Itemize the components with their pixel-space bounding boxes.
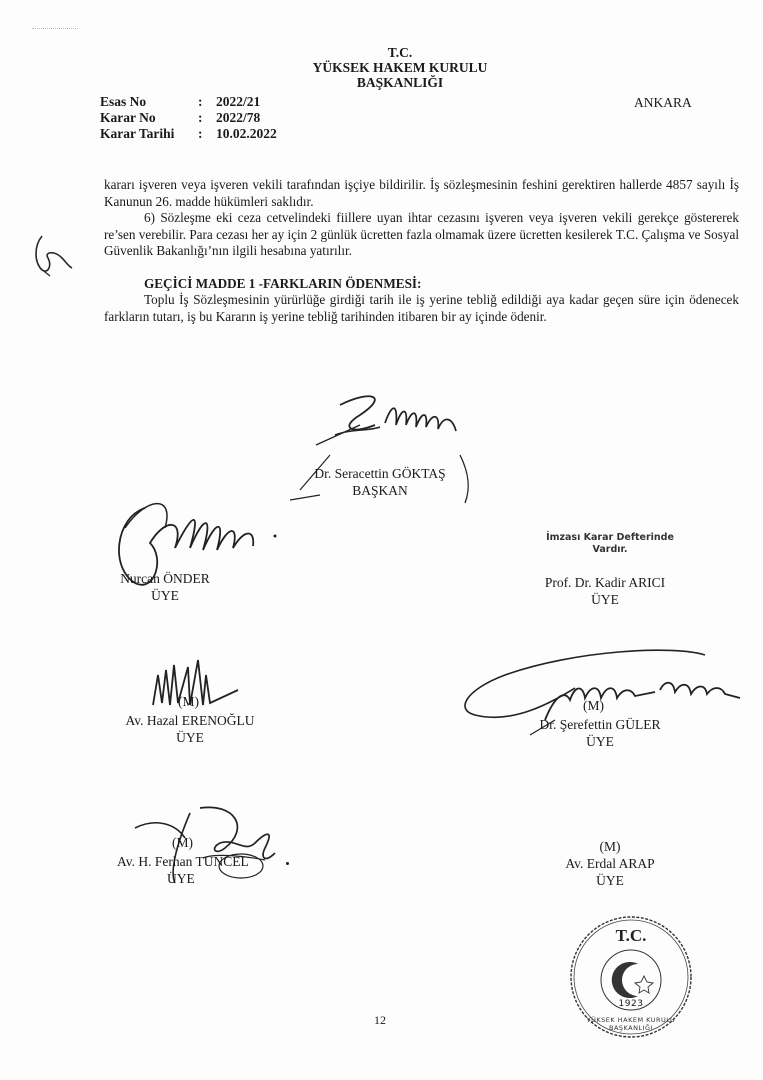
president-role: BAŞKAN <box>352 483 408 498</box>
section-title: GEÇİCİ MADDE 1 -FARKLARIN ÖDENMESİ: <box>144 275 422 291</box>
member-6-role: ÜYE <box>596 873 624 888</box>
meta-tarih-row <box>100 126 277 142</box>
meta-tarih-value: 10.02.2022 <box>216 126 277 141</box>
member-2-block <box>520 574 690 608</box>
meta-karar-row <box>100 110 277 126</box>
president-block <box>290 465 470 499</box>
meta-sep: : <box>198 94 203 109</box>
paragraph-3: Toplu İş Sözleşmesinin yürürlüğe girdiği tarih ile iş yerine tebliğ edildiği aya kadar geçen süre için ödenecek farkların tutarı, iş bu Kararın iş yerine tebliğ tarihinden itibaren bir ay içinde ödenir. <box>104 292 739 324</box>
official-seal <box>566 912 696 1042</box>
margin-initial-mark <box>28 228 78 278</box>
member-1-name: Nurcan ÖNDER <box>120 571 210 586</box>
meta-sep: : <box>198 110 203 125</box>
scan-mark <box>32 28 78 31</box>
member-3-block <box>110 712 270 746</box>
meta-esas-row <box>100 94 277 110</box>
member-2-name: Prof. Dr. Kadir ARICI <box>544 575 666 590</box>
president-name: Dr. Seracettin GÖKTAŞ <box>314 466 446 481</box>
member-2-role: ÜYE <box>591 592 619 607</box>
meta-tarih-label: Karar Tarihi <box>100 126 175 141</box>
meta-sep: : <box>198 126 203 141</box>
meta-karar-label: Karar No <box>100 110 156 125</box>
member-1-block <box>100 570 230 604</box>
seal-center-text: T.C. <box>615 926 647 945</box>
header-presidency: BAŞKANLIĞI <box>356 75 444 90</box>
header-city: ANKARA <box>634 95 692 110</box>
seal-ring-text: YÜKSEK HAKEM KURULU BAŞKANLIĞI <box>586 1016 676 1032</box>
meta-esas-value: 2022/21 <box>216 94 261 109</box>
member-5-name: Av. H. Ferhan TUNCEL <box>117 854 249 869</box>
member-5-block <box>117 853 297 887</box>
member-6-name: Av. Erdal ARAP <box>565 856 655 871</box>
header-institution: YÜKSEK HAKEM KURULU <box>312 60 488 75</box>
body-text <box>104 177 739 325</box>
paragraph-1: kararı işveren veya işveren vekili tarafından işçiye bildirilir. İş sözleşmesinin feshini gerektiren hallerde 4857 sayılı İş Kanunun 26. madde hükümleri saklıdır. <box>104 177 739 209</box>
seal-year: 1923 <box>618 999 644 1009</box>
member-6-mark: (M) <box>599 839 621 854</box>
meta-esas-label: Esas No <box>100 94 147 109</box>
member-3-role: ÜYE <box>176 730 204 745</box>
header-block <box>230 45 570 90</box>
member-6-block <box>535 838 685 889</box>
member-5-role: ÜYE <box>167 871 195 886</box>
case-meta <box>100 94 277 142</box>
member-3-mark: (M) <box>178 694 199 709</box>
member-4-block <box>525 716 675 750</box>
member-5-mark: (M) <box>172 835 193 850</box>
meta-karar-value: 2022/78 <box>216 110 261 125</box>
member-4-role: ÜYE <box>586 734 614 749</box>
member-4-name: Dr. Şerefettin GÜLER <box>539 717 661 732</box>
member-4-mark: (M) <box>583 698 604 713</box>
member-3-name: Av. Hazal ERENOĞLU <box>125 713 255 728</box>
member-1-role: ÜYE <box>151 588 179 603</box>
member-2-note: İmzası Karar Defterinde Vardır. <box>546 532 674 555</box>
page-number: 12 <box>374 1013 386 1027</box>
paragraph-2: 6) Sözleşme eki ceza cetvelindeki fiillere uyan ihtar cezasını işveren veya işveren vekili gerekçe göstererek re’sen verebilir. Para cezası her ay için 2 günlük ücretten fazla olmamak üzere ücretten kesilerek T.C. Çalışma ve Sosyal Güvenlik Bakanlığı’nın ilgili hesabına yatırılır. <box>104 210 739 258</box>
header-tc: T.C. <box>387 45 413 60</box>
punctuation-dot <box>286 862 289 865</box>
